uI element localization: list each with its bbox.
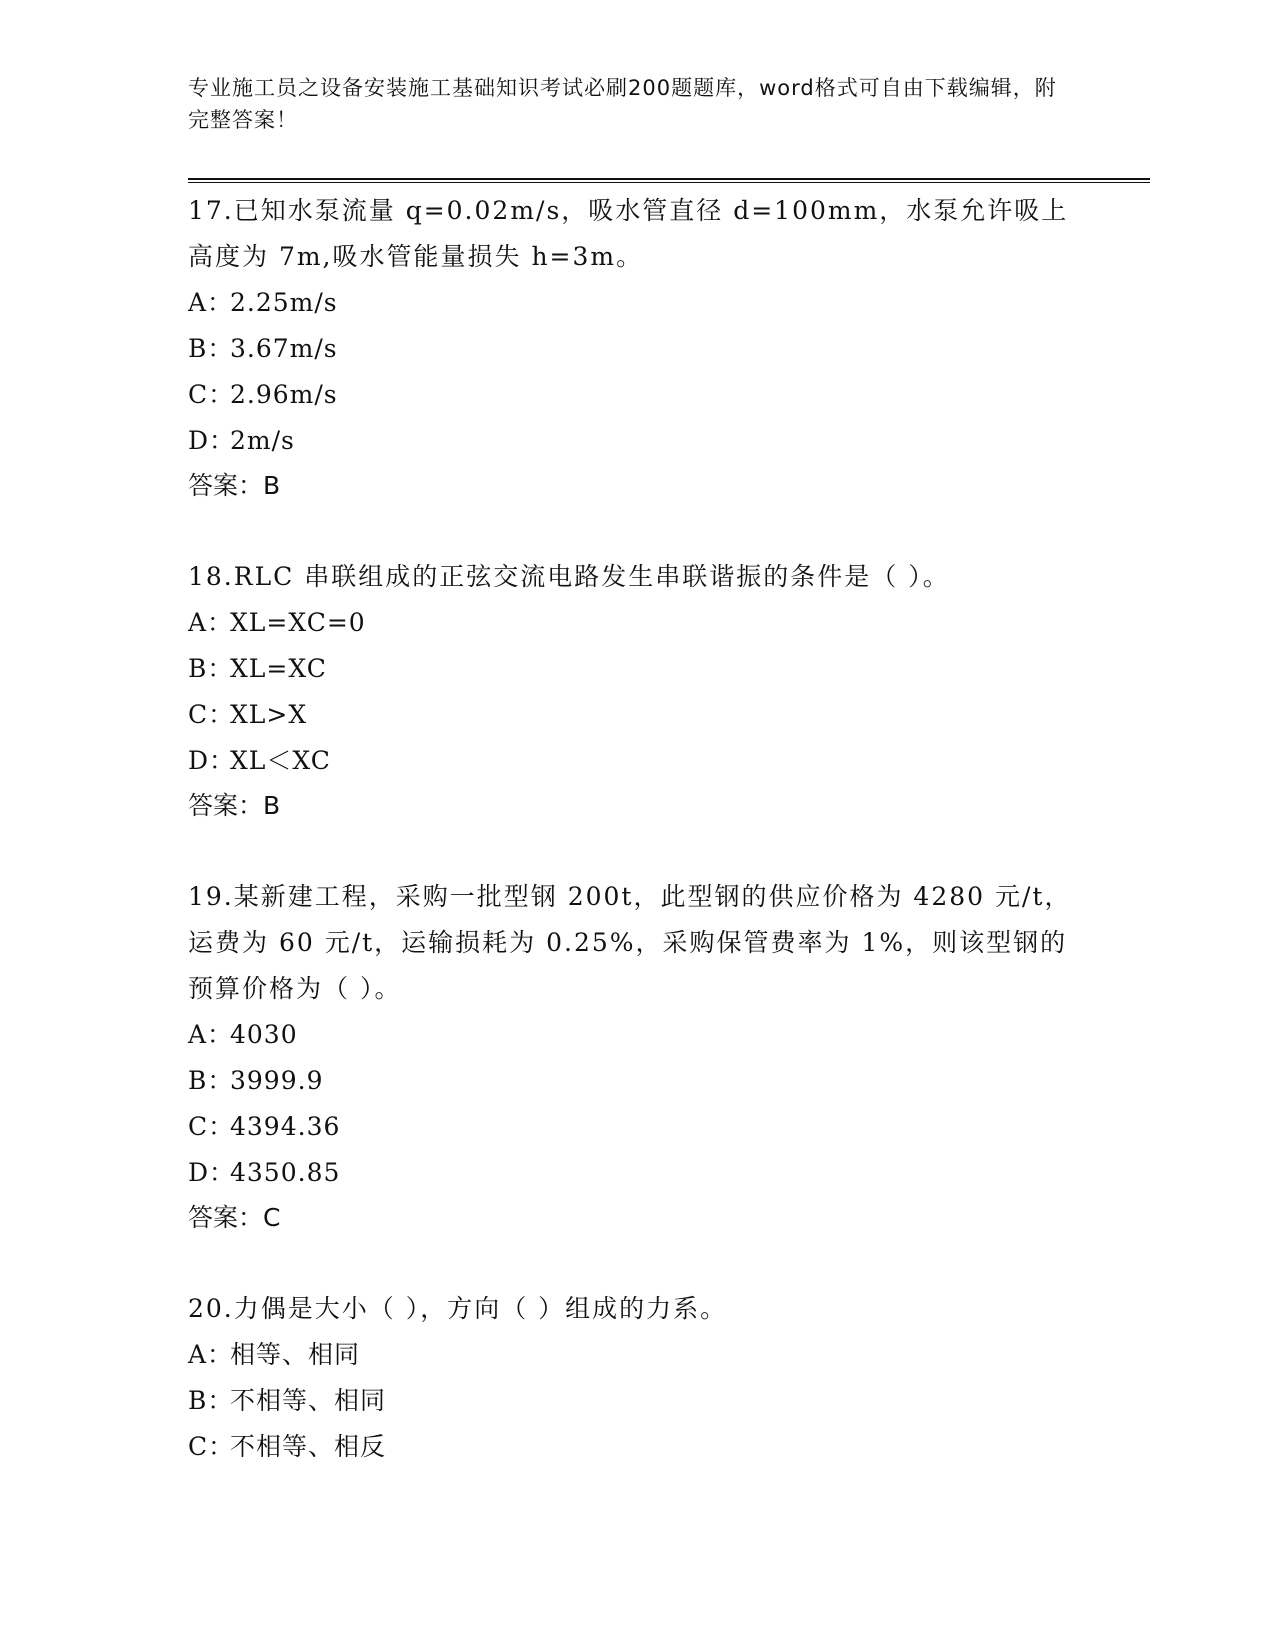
question-20 (188, 1286, 1088, 1470)
option-a (188, 1332, 1088, 1378)
question-stem: 18.RLC 串联组成的正弦交流电路发生串联谐振的条件是（ ）。 (188, 562, 950, 591)
option-c (188, 372, 1088, 418)
option-d (188, 418, 1088, 464)
option-b (188, 1378, 1088, 1424)
option-text: 2m/s (230, 426, 295, 455)
option-a (188, 600, 1088, 646)
option-text: 4030 (230, 1020, 298, 1049)
option-label: C： (188, 1432, 235, 1461)
question-19 (188, 874, 1088, 1240)
question-list (188, 188, 1088, 1516)
option-c (188, 1424, 1088, 1470)
option-text: 不相等、相反 (230, 1432, 387, 1461)
answer: 答案：B (188, 471, 281, 500)
option-text: XL=XC=0 (230, 608, 366, 637)
option-a (188, 1012, 1088, 1058)
option-b (188, 646, 1088, 692)
option-label: D： (188, 1158, 236, 1187)
option-label: B： (188, 1066, 234, 1095)
option-text: 不相等、相同 (230, 1386, 387, 1415)
option-label: D： (188, 746, 236, 775)
option-text: XL>X (230, 700, 308, 729)
question-stem: 17.已知水泵流量 q=0.02m/s，吸水管直径 d=100mm，水泵允许吸上高度为 7m,吸水管能量损失 h=3m。 (188, 196, 1069, 271)
question-stem: 20.力偶是大小（ ），方向（ ）组成的力系。 (188, 1294, 728, 1323)
question-17 (188, 188, 1088, 508)
option-b (188, 326, 1088, 372)
option-label: B： (188, 334, 234, 363)
question-stem: 19.某新建工程，采购一批型钢 200t，此型钢的供应价格为 4280 元/t，运费为 60 元/t，运输损耗为 0.25%，采购保管费率为 1%，则该型钢的预算价格为（ ）。 (188, 882, 1072, 1003)
option-text: 4350.85 (230, 1158, 341, 1187)
option-text: XL＜XC (230, 746, 331, 775)
option-label: A： (188, 1340, 234, 1369)
option-label: A： (188, 608, 234, 637)
option-text: 2.96m/s (230, 380, 338, 409)
header-rule-thin (188, 182, 1150, 183)
document-header: 专业施工员之设备安装施工基础知识考试必刷200题题库，word格式可自由下载编辑，附完整答案！ (188, 76, 1057, 132)
question-18 (188, 554, 1088, 828)
option-c (188, 692, 1088, 738)
option-c (188, 1104, 1088, 1150)
option-text: 2.25m/s (230, 288, 338, 317)
option-text: 相等、相同 (230, 1340, 361, 1369)
option-label: A： (188, 288, 234, 317)
option-label: A： (188, 1020, 234, 1049)
option-text: 4394.36 (230, 1112, 341, 1141)
option-d (188, 1150, 1088, 1196)
option-text: XL=XC (230, 654, 327, 683)
option-label: D： (188, 426, 236, 455)
option-text: 3999.9 (230, 1066, 324, 1095)
answer: 答案：B (188, 791, 281, 820)
option-b (188, 1058, 1088, 1104)
option-a (188, 280, 1088, 326)
option-label: C： (188, 700, 235, 729)
header-rule-thick (188, 178, 1150, 180)
option-label: C： (188, 380, 235, 409)
answer: 答案：C (188, 1203, 281, 1232)
option-text: 3.67m/s (230, 334, 338, 363)
option-label: C： (188, 1112, 235, 1141)
option-label: B： (188, 1386, 234, 1415)
option-label: B： (188, 654, 234, 683)
option-d (188, 738, 1088, 784)
